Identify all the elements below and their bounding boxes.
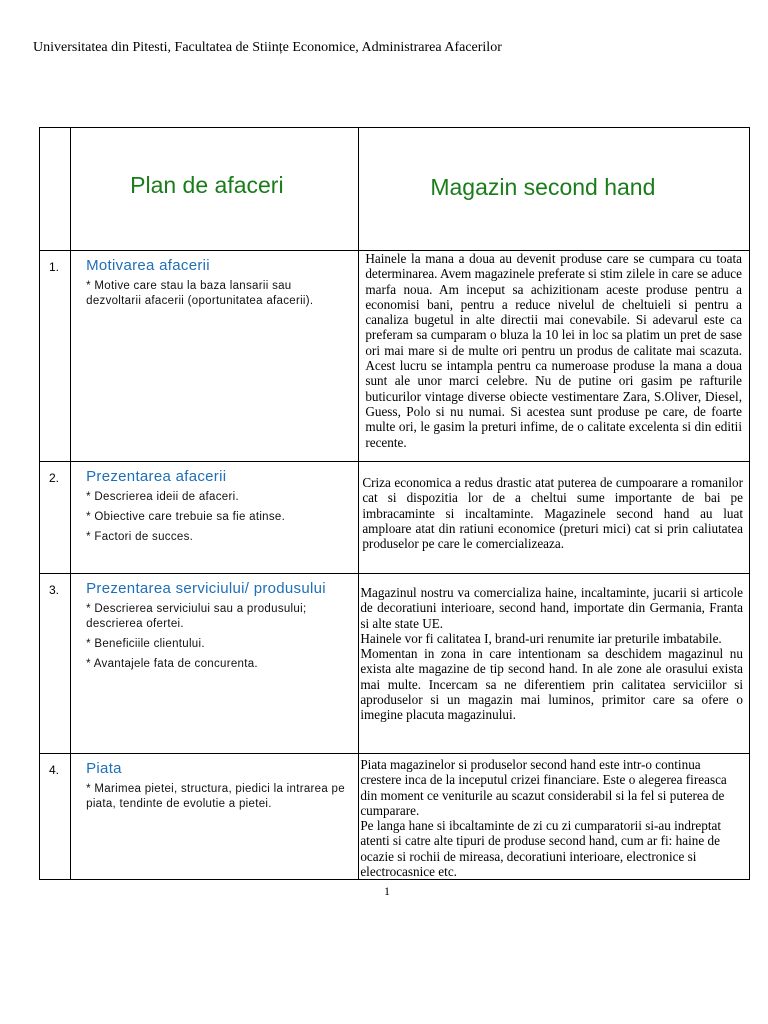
table-row <box>40 574 750 754</box>
section-content <box>359 574 749 723</box>
bullet-item: * Descrierea ideii de afaceri. <box>86 491 239 503</box>
section-heading: Motivarea afacerii <box>86 257 210 274</box>
row-number: 4. <box>49 763 60 777</box>
content-paragraph: Momentan in zona in care intentionam sa deschidem magazinul nu exista alte magazine de tip second hand. In ale zone ale orasului exista mai multe. Incercam sa ne diferentiem prin calitatea serviciilor si aproduselor si un magazin mai luminos, primitor care sa ofere o imegine placuta magazinului. <box>360 646 743 723</box>
business-title: Magazin second hand <box>430 174 656 200</box>
content-paragraph: Piata magazinelor si produselor second hand este intr-o continua crestere inca de la inceputul crizei financiare. Este o alegerea fireasca din moment ce veniturile au scazut considerabil si la fel si puterea de cumparare. <box>360 757 727 818</box>
plan-title: Plan de afaceri <box>130 172 284 198</box>
document-header: Universitatea din Pitesti, Facultatea de Stiințe Economice, Administrarea Afacerilor <box>33 40 502 55</box>
table-title-row <box>40 128 750 251</box>
section-bullets <box>71 279 358 309</box>
content-paragraph: Criza economica a redus drastic atat puterea de cumpoarare a romanilor cat si dispozitia lor de a cheltui sume importante de bai pe imbracaminte si incaltaminte. Magazinele second hand au luat amploare atat din ratiuni economice (preturi mici) cat si prin caliutatea produselor pe care le comercializeaza. <box>362 475 743 552</box>
title-right-cell <box>359 128 750 251</box>
section-content <box>359 251 749 450</box>
content-paragraph: Hainele la mana a doua au devenit produse care se cumpara cu toata determinarea. Avem magazinele preferate si stim zilele in care se aduce marfa noua. Am inceput sa achizitionam aceste produse pentru a economisi bani, pentru a reduce nivelul de cheltuieli si pentru a canaliza bugetul in alte directii mai conevabile. Si adevarul este ca preferam sa cumparam o bluza la 10 lei in loc sa platim un pret de sase ori mai mare si de multe ori pentru un produs de calitate mai scazuta. Acest lucru se intampla pentru ca numeroase produse la mana a doua sunt ale unor marci celebre. Nu de putine ori gasim pe rafturile buticurilor vintage diverse obiecte vestimentare Zara, S.Oliver, Diesel, Guess, Polo si nu numai. Si acestea sunt produse pe care, de foarte multe ori, le gasim la preturi infime, de o calitate excelenta si din editii recente. <box>365 251 742 450</box>
page-number: 1 <box>384 884 390 898</box>
content-paragraph: Pe langa hane si ibcaltaminte de zi cu zi cumparatorii si-au indreptat atenti si catre alte tipuri de produse second hand, cum ar fi: haine de ocazie si rochii de mireasa, decoratiuni interioare, electronice si electrocasnice etc. <box>360 818 722 879</box>
bullet-item: * Marimea pietei, structura, piedici la intrarea pe piata, tendinte de evolutie a pietei. <box>86 783 345 810</box>
bullet-item: * Beneficiile clientului. <box>86 638 205 650</box>
section-heading: Piata <box>86 760 122 777</box>
table-row <box>40 462 750 574</box>
title-number-cell <box>40 128 71 251</box>
bullet-item: * Avantajele fata de concurenta. <box>86 658 258 670</box>
table-row <box>40 251 750 462</box>
section-heading: Prezentarea afacerii <box>86 468 227 485</box>
title-left-cell <box>71 128 359 251</box>
row-number: 2. <box>49 471 60 485</box>
bullet-item: * Obiective care trebuie sa fie atinse. <box>86 511 286 523</box>
section-heading: Prezentarea serviciului/ produsului <box>86 580 326 597</box>
bullet-item: * Factori de succes. <box>86 531 194 543</box>
section-content <box>359 754 749 879</box>
table-row <box>40 754 750 880</box>
section-bullets <box>71 490 358 545</box>
row-number: 1. <box>49 260 60 274</box>
bullet-item: * Descrierea serviciului sau a produsului; descrierea ofertei. <box>86 603 307 630</box>
section-bullets <box>71 782 358 812</box>
row-number: 3. <box>49 583 60 597</box>
section-bullets <box>71 602 358 672</box>
business-plan-table <box>39 127 750 880</box>
content-paragraph: Hainele vor fi calitatea I, brand-uri renumite iar preturile imbatabile. <box>360 630 722 646</box>
content-paragraph: Magazinul nostru va comercializa haine, incaltaminte, jucarii si articole de decoratiuni interioare, second hand, importate din Germania, Franta si alte state UE. <box>360 585 743 631</box>
bullet-item: * Motive care stau la baza lansarii sau dezvoltarii afacerii (oportunitatea afacerii). <box>86 280 314 307</box>
section-content <box>359 462 749 551</box>
